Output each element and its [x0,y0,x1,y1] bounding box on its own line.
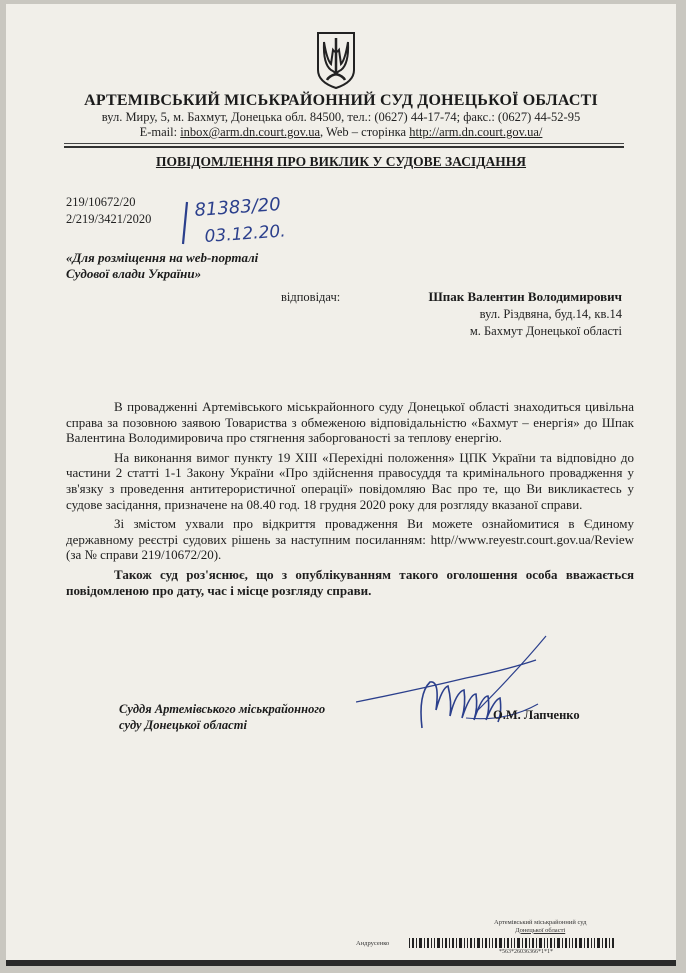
document-page [6,4,676,966]
paragraph-case: В провадженні Артемівського міськрайонного суду Донецької області знаходиться цивільна справа за позовною заявою Товариства з обмеженою відповідальністю «Бахмут – енергія» до Шпак Валентина Володимировича про стягнення заборгованості за теплову енергію. [66,399,634,446]
judge-signature [356,632,586,742]
email-link[interactable]: inbox@arm.dn.court.gov.ua [180,125,321,139]
portal-note [66,250,258,282]
respondent-street: вул. Різдвяна, буд.14, кв.14 [479,307,622,321]
court-stamp [494,919,586,934]
respondent-label: відповідач: [281,290,341,304]
judge-name: О.М. Лапченко [493,708,580,722]
paragraph-registry: Зі змістом ухвали про відкриття провадження Ви можете ознайомитися в Єдиному державному реєстрі судових рішень за наступним посиланням: http//www.reyestr.court.gov.ua/Review (за № справи 219/10672/20). [66,516,634,563]
contact-line [6,125,676,140]
trident-emblem-icon [315,30,357,90]
portal-note-line: «Для розміщення на web-порталі [66,250,259,265]
case-numbers [66,194,151,228]
case-number: 219/10672/20 [66,195,136,209]
paragraph-notice-effect: Також суд роз'яснює, що з опублікуванням такого оголошення особа вважається повідомленою про дату, час і місце розгляду справи. [66,566,634,598]
handwritten-registration [181,190,331,250]
stamp-line: Донецької області [515,926,566,934]
judge-title-line: суду Донецької області [119,718,247,732]
stamp-prefix: Андрусенко [356,940,390,947]
barcode-text: *563*26036366*1*1* [499,949,553,955]
scan-bottom-edge [6,960,676,966]
email-prefix: E-mail: [139,125,181,139]
proceeding-number: 2/219/3421/2020 [66,212,152,226]
respondent-name: Шпак Валентин Володимирович [428,289,622,304]
judge-title-line: Суддя Артемівського міськрайонного [119,702,326,716]
web-prefix: , Web – сторінка [320,125,410,139]
court-name: АРТЕМІВСЬКИЙ МІСЬКРАЙОННИЙ СУД ДОНЕЦЬКОЇ ОБЛАСТІ [84,92,598,109]
header-divider-thin [64,143,624,144]
notice-body [66,399,634,598]
header-divider-thick [64,146,624,148]
registration-date: 03.12.20. [203,221,287,247]
paragraph-summons: На виконання вимог пункту 19 ХІІІ «Перехідні положення» ЦПК України та відповідно до частини 2 статті 1-1 Закону України «Про здійснення правосуддя та кримінального провадження у зв'язку з проведення антитерористичної операції» повідомляю Вас про те, що Ви викликаєтесь у судове засідання, призначене на 08.40 год. 18 грудня 2020 року для розгляду вказаної справи. [66,449,634,512]
portal-note-line: Судової влади України» [66,266,202,281]
registration-number: 81383/20 [193,194,282,221]
stamp-line: Артемівський міськрайонний суд [494,919,587,926]
web-link[interactable]: http://arm.dn.court.gov.ua/ [409,125,543,139]
barcode-icon [409,938,614,948]
respondent-address [470,306,622,340]
respondent-city: м. Бахмут Донецької області [469,324,622,338]
notice-title: ПОВІДОМЛЕННЯ ПРО ВИКЛИК У СУДОВЕ ЗАСІДАННЯ [155,154,527,169]
judge-title [119,701,325,733]
court-address: вул. Миру, 5, м. Бахмут, Донецька обл. 84500, тел.: (0627) 44-17-74; факс.: (0627) 44-52-95 [101,110,581,124]
